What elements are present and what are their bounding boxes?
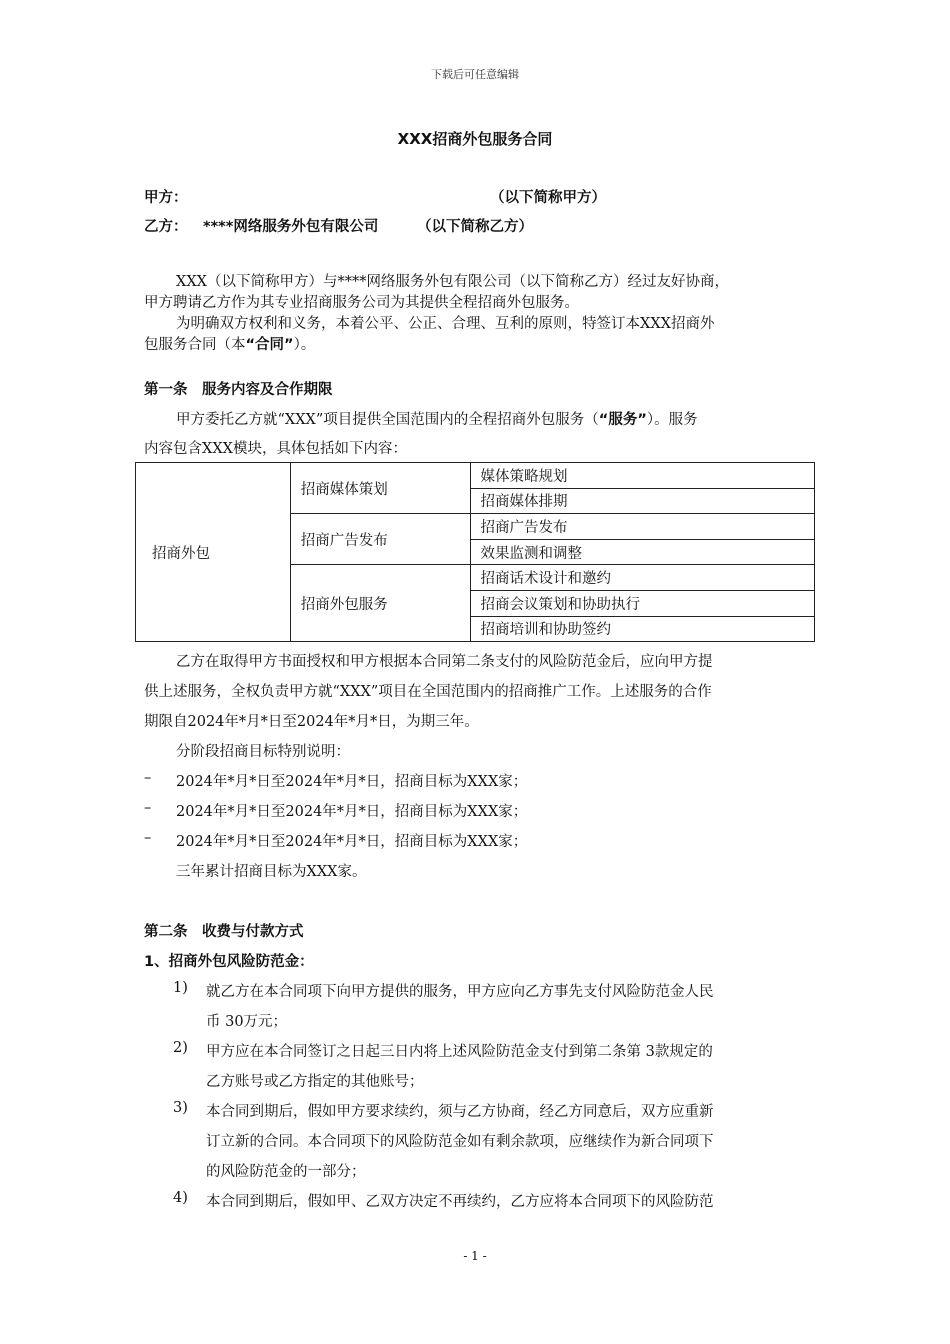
table-group-cell: 招商媒体策划 bbox=[290, 463, 470, 514]
article1-text-part: ）。服务 bbox=[646, 412, 698, 428]
document-title: XXX招商外包服务合同 bbox=[397, 130, 553, 148]
table-item-cell: 效果监测和调整 bbox=[470, 539, 814, 565]
item-number: 4) bbox=[173, 1190, 188, 1206]
item-number: 2) bbox=[173, 1040, 188, 1056]
article1-text bbox=[176, 408, 698, 429]
article1-text: 期限自2024年*月*日至2024年*月*日，为期三年。 bbox=[144, 714, 479, 730]
item-line: 币 30万元； bbox=[206, 1014, 288, 1030]
item-number: 1) bbox=[173, 980, 188, 996]
table-group-cell: 招商外包服务 bbox=[290, 565, 470, 642]
table-row bbox=[136, 463, 815, 489]
item-line: 甲方应在本合同签订之日起三日内将上述风险防范金支付到第二条第 3款规定的 bbox=[206, 1044, 713, 1060]
stage-item: 2024年*月*日至2024年*月*日，招商目标为XXX家； bbox=[176, 804, 528, 820]
item-number: 3) bbox=[173, 1100, 188, 1116]
item-line: 乙方账号或乙方指定的其他账号； bbox=[206, 1074, 424, 1090]
stage-item: 2024年*月*日至2024年*月*日，招商目标为XXX家； bbox=[176, 774, 528, 790]
intro-line bbox=[144, 333, 315, 354]
intro-text: 包服务合同（本 bbox=[144, 337, 246, 353]
table-item-cell: 招商媒体排期 bbox=[470, 488, 814, 514]
item-line: 的风险防范金的一部分； bbox=[206, 1164, 366, 1180]
article1-heading: 第一条 服务内容及合作期限 bbox=[144, 382, 333, 398]
article2-subheading: 1、招商外包风险防范金： bbox=[144, 954, 314, 970]
intro-line: 为明确双方权利和义务，本着公平、公正、合理、互利的原则，特签订本XXX招商外 bbox=[176, 316, 715, 332]
bullet-icon: – bbox=[144, 800, 152, 816]
item-line: 就乙方在本合同项下向甲方提供的服务，甲方应向乙方事先支付风险防范金人民 bbox=[206, 984, 714, 1000]
party-b-name: ****网络服务外包有限公司 bbox=[203, 219, 379, 235]
article1-text: 供上述服务，全权负责甲方就“XXX”项目在全国范围内的招商推广工作。上述服务的合作 bbox=[144, 684, 712, 700]
party-b-label: 乙方： bbox=[144, 219, 188, 235]
item-line: 本合同到期后，假如甲方要求续约，须与乙方协商，经乙方同意后，双方应重新 bbox=[206, 1104, 714, 1120]
bullet-icon: – bbox=[144, 770, 152, 786]
article2-heading: 第二条 收费与付款方式 bbox=[144, 924, 304, 940]
table-item-cell: 招商会议策划和协助执行 bbox=[470, 590, 814, 616]
item-line: 本合同到期后，假如甲、乙双方决定不再续约，乙方应将本合同项下的风险防范 bbox=[206, 1194, 714, 1210]
service-term: “服务” bbox=[598, 412, 647, 428]
article1-text: 内容包含XXX模块，具体包括如下内容： bbox=[144, 441, 407, 457]
party-a-label: 甲方： bbox=[144, 190, 188, 206]
table-item-cell: 招商话术设计和邀约 bbox=[470, 565, 814, 591]
item-line: 订立新的合同。本合同项下的风险防范金如有剩余款项，应继续作为新合同项下 bbox=[206, 1134, 714, 1150]
intro-line: 甲方聘请乙方作为其专业招商服务公司为其提供全程招商外包服务。 bbox=[144, 295, 579, 311]
party-b-abbr: （以下简称乙方） bbox=[417, 219, 533, 235]
stage-total: 三年累计招商目标为XXX家。 bbox=[176, 864, 367, 880]
article1-text-part: 甲方委托乙方就“XXX”项目提供全国范围内的全程招商外包服务（ bbox=[176, 412, 599, 428]
table-item-cell: 招商培训和协助签约 bbox=[470, 616, 814, 642]
bullet-icon: – bbox=[144, 830, 152, 846]
stage-title: 分阶段招商目标特别说明： bbox=[176, 744, 350, 760]
table-group-cell: 招商广告发布 bbox=[290, 514, 470, 565]
intro-text: ）。 bbox=[293, 337, 316, 353]
table-item-cell: 招商广告发布 bbox=[470, 514, 814, 540]
intro-line: XXX（以下简称甲方）与****网络服务外包有限公司（以下简称乙方）经过友好协商， bbox=[176, 274, 729, 290]
article1-text: 乙方在取得甲方书面授权和甲方根据本合同第二条支付的风险防范金后，应向甲方提 bbox=[176, 654, 713, 670]
stage-item: 2024年*月*日至2024年*月*日，招商目标为XXX家； bbox=[176, 834, 528, 850]
service-table bbox=[135, 462, 815, 642]
table-item-cell: 媒体策略规划 bbox=[470, 463, 814, 489]
table-root-cell: 招商外包 bbox=[136, 463, 291, 642]
party-a-abbr: （以下简称甲方） bbox=[490, 190, 606, 206]
contract-term: “合同” bbox=[245, 337, 294, 353]
page-number: - 1 - bbox=[463, 1249, 487, 1263]
page-header: 下载后可任意编辑 bbox=[431, 68, 519, 81]
